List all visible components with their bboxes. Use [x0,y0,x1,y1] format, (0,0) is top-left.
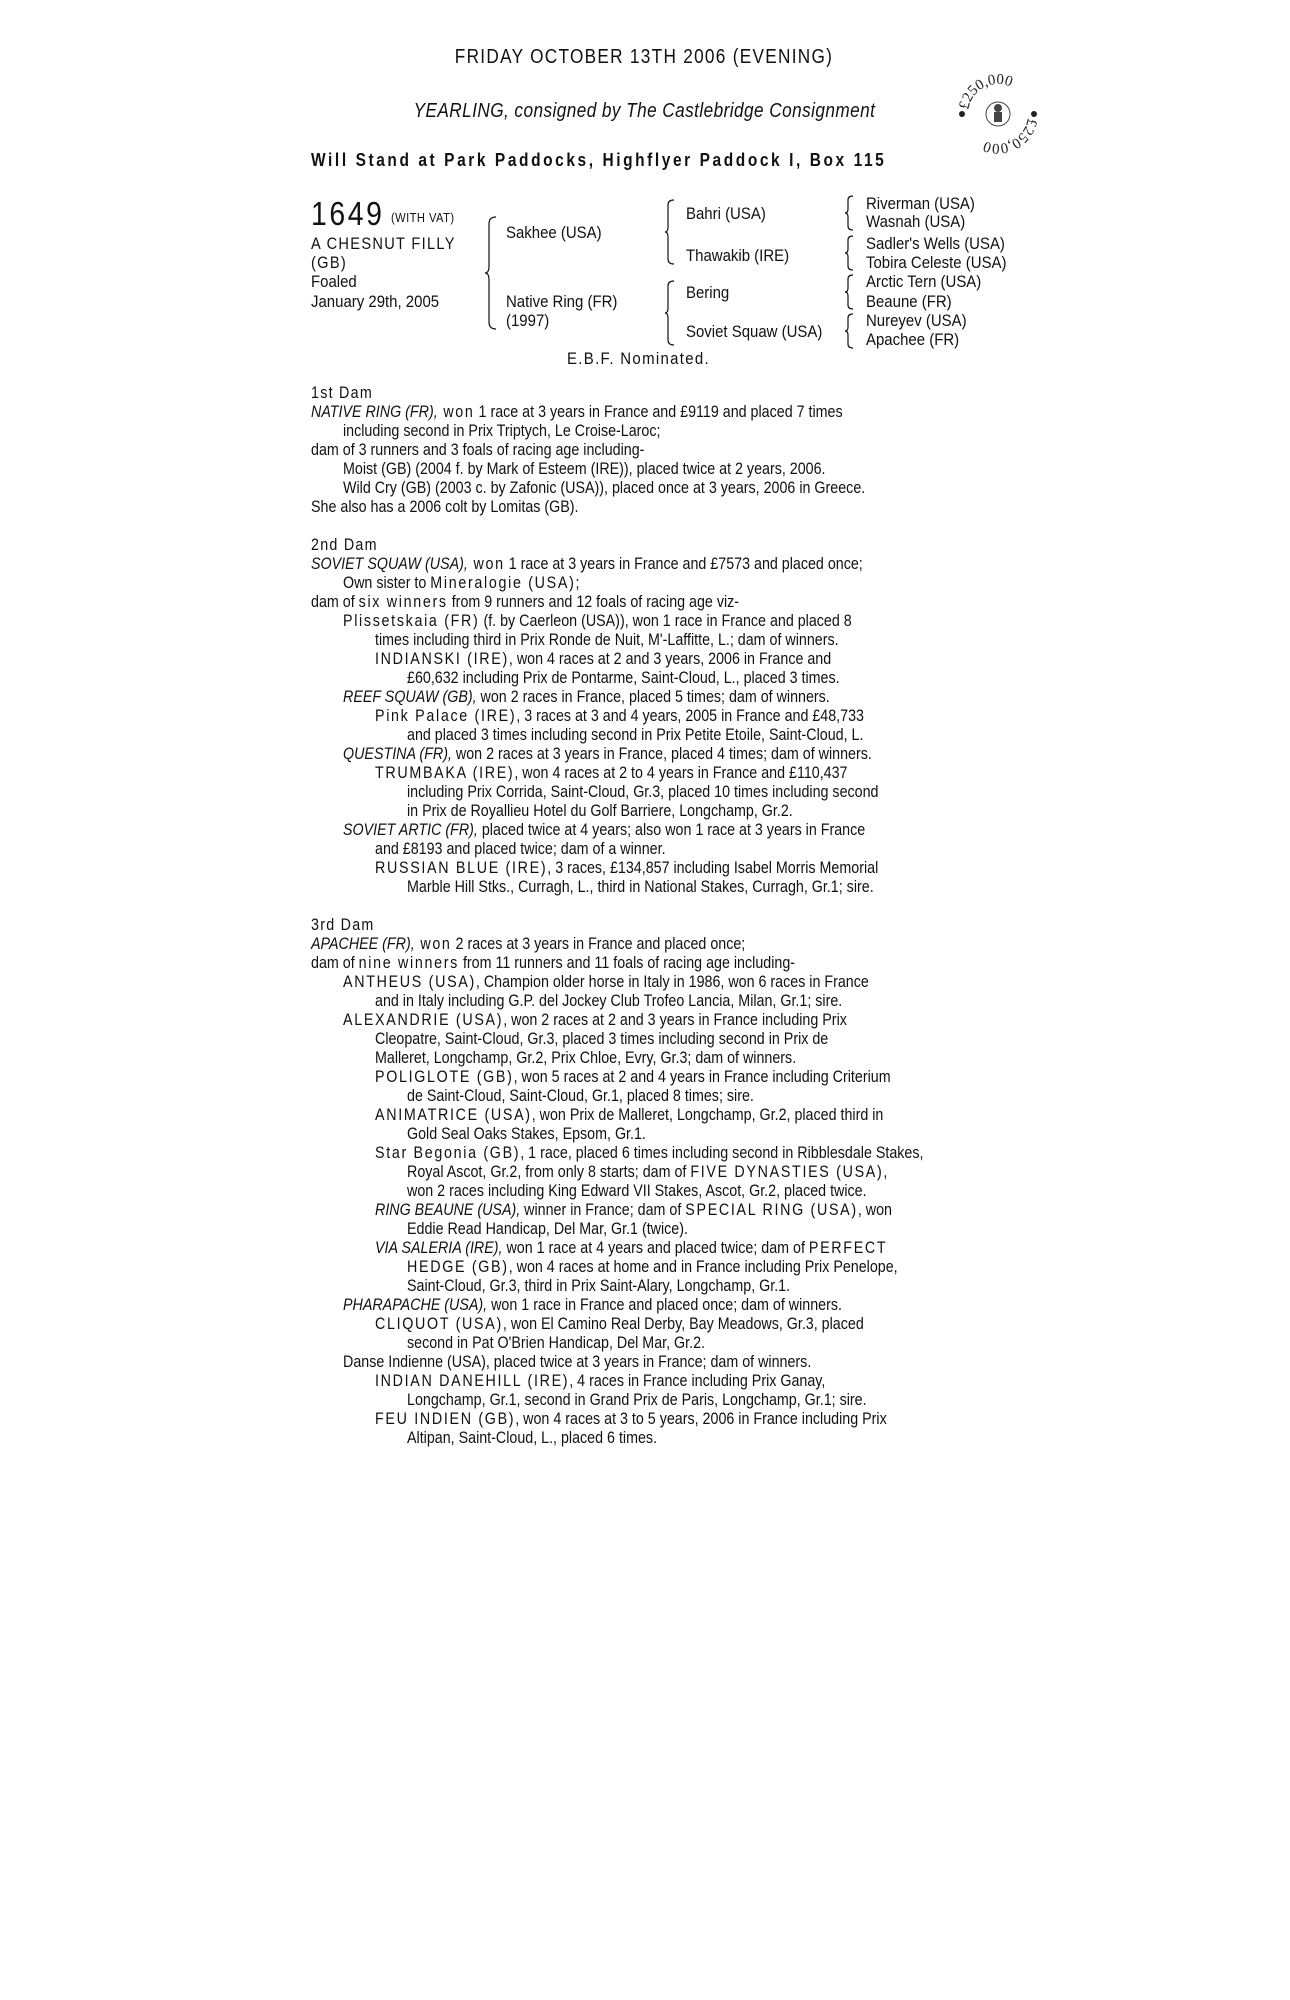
second-dam-line: REEF SQUAW (GB), won 2 races in France, placed 5 times; dam of winners. [343,687,830,706]
third-dam-line: RING BEAUNE (USA), winner in France; dam of SPECIAL RING (USA), won [375,1200,892,1219]
third-dam-line: won 2 races including King Edward VII Stakes, Ascot, Gr.2, placed twice. [407,1181,867,1200]
foaled-label: Foaled [311,272,357,291]
pedigree-g3-4: Tobira Celeste (USA) [866,253,1007,272]
third-dam-line: POLIGLOTE (GB), won 5 races at 2 and 4 years in France including Criterium [375,1067,891,1086]
sire-line-brace [664,199,676,265]
foaled-date: January 29th, 2005 [311,292,440,311]
second-dam-line: SOVIET ARTIC (FR), placed twice at 4 years; also won 1 race at 3 years in France [343,820,866,839]
second-dam-line: in Prix de Royallieu Hotel du Golf Barriere, Longchamp, Gr.2. [407,801,793,820]
pedigree-sire-dam: Thawakib (IRE) [686,246,790,265]
brace-bahri [844,195,854,231]
third-dam-line: second in Pat O'Brien Handicap, Del Mar, Gr.2. [407,1333,706,1352]
third-dam-line: ANIMATRICE (USA), won Prix de Malleret, Longchamp, Gr.2, placed third in [375,1105,884,1124]
second-dam-line: Marble Hill Stks., Curragh, L., third in National Stakes, Curragh, Gr.1; sire. [407,877,874,896]
second-dam-line: including Prix Corrida, Saint-Cloud, Gr.3, placed 10 times including second [407,782,879,801]
first-dam-line: including second in Prix Triptych, Le Croise-Laroc; [343,421,661,440]
second-dam-line: times including third in Prix Ronde de Nuit, M'-Laffitte, L.; dam of winners. [375,630,839,649]
third-dam-line: Cleopatre, Saint-Cloud, Gr.3, placed 3 times including second in Prix de [375,1029,829,1048]
pedigree-g3-5: Arctic Tern (USA) [866,272,982,291]
third-dam-line: ANTHEUS (USA), Champion older horse in Italy in 1986, won 6 races in France [343,972,869,991]
pedigree-g3-1: Riverman (USA) [866,194,975,213]
second-dam-line: Plissetskaia (FR) (f. by Caerleon (USA)), won 1 race in France and placed 8 [343,611,852,630]
pedigree-dam-sire: Bering [686,283,730,302]
ebf-nominated: E.B.F. Nominated. [567,349,711,368]
second-dam-line: QUESTINA (FR), won 2 races at 3 years in France, placed 4 times; dam of winners. [343,744,872,763]
third-dam-line: Star Begonia (GB), 1 race, placed 6 times including second in Ribblesdale Stakes, [375,1143,924,1162]
first-dam-line: NATIVE RING (FR), won 1 race at 3 years in France and £9119 and placed 7 times [311,402,843,421]
third-dam-line: Eddie Read Handicap, Del Mar, Gr.1 (twice). [407,1219,688,1238]
pedigree-g3-8: Apachee (FR) [866,330,960,349]
third-dam-line: CLIQUOT (USA), won El Camino Real Derby, Bay Meadows, Gr.3, placed [375,1314,864,1333]
third-dam-line: de Saint-Cloud, Saint-Cloud, Gr.1, placed 8 times; sire. [407,1086,754,1105]
pedigree-dam: Native Ring (FR) [506,292,618,311]
second-dam-heading: 2nd Dam [311,535,378,554]
third-dam-line: Gold Seal Oaks Stakes, Epsom, Gr.1. [407,1124,646,1143]
third-dam-line: VIA SALERIA (IRE), won 1 race at 4 years and placed twice; dam of PERFECT [375,1238,888,1257]
third-dam-line: Malleret, Longchamp, Gr.2, Prix Chloe, Evry, Gr.3; dam of winners. [375,1048,797,1067]
pedigree-dam-year: (1997) [506,311,550,330]
third-dam-line: HEDGE (GB), won 4 races at home and in France including Prix Penelope, [407,1257,898,1276]
third-dam-line: Longchamp, Gr.1, second in Grand Prix de Paris, Longchamp, Gr.1; sire. [407,1390,867,1409]
pedigree-g3-3: Sadler's Wells (USA) [866,234,1005,253]
svg-text:£250,000: £250,000 [981,116,1040,157]
second-dam-line: Own sister to Mineralogie (USA); [343,573,580,592]
brace-soviet-squaw [844,313,854,349]
stand-location: Will Stand at Park Paddocks, Highflyer Paddock I, Box 115 [311,150,887,170]
third-dam-line: INDIAN DANEHILL (IRE), 4 races in France including Prix Ganay, [375,1371,826,1390]
svg-text:£250,000: £250,000 [956,71,1015,112]
lot-description: A CHESNUT FILLY [311,234,456,253]
third-dam-line: Saint-Cloud, Gr.3, third in Prix Saint-Alary, Longchamp, Gr.1. [407,1276,791,1295]
pedigree-dam-dam: Soviet Squaw (USA) [686,322,823,341]
third-dam-line: APACHEE (FR), won 2 races at 3 years in France and placed once; [311,934,746,953]
first-dam-line: dam of 3 runners and 3 foals of racing age including- [311,440,645,459]
second-dam-line: RUSSIAN BLUE (IRE), 3 races, £134,857 including Isabel Morris Memorial [375,858,879,877]
dam-line-brace [664,280,676,346]
lot-number: 1649 [311,195,385,232]
third-dam-line: Royal Ascot, Gr.2, from only 8 starts; dam of FIVE DYNASTIES (USA), [407,1162,888,1181]
second-dam-line: SOVIET SQUAW (USA), won 1 race at 3 years in France and £7573 and placed once; [311,554,863,573]
second-dam-line: Pink Palace (IRE), 3 races at 3 and 4 years, 2005 in France and £48,733 [375,706,864,725]
second-dam-line: £60,632 including Prix de Pontarme, Saint-Cloud, L., placed 3 times. [407,668,840,687]
third-dam-line: and in Italy including G.P. del Jockey Club Trofeo Lancia, Milan, Gr.1; sire. [375,991,843,1010]
second-dam-line: dam of six winners from 9 runners and 12 foals of racing age viz- [311,592,740,611]
first-dam-line: She also has a 2006 colt by Lomitas (GB). [311,497,579,516]
produce-record [311,383,981,1447]
pedigree-g3-7: Nureyev (USA) [866,311,967,330]
price-stamp [954,70,1042,158]
vat-note: (WITH VAT) [391,210,455,225]
second-dam-line: INDIANSKI (IRE), won 4 races at 2 and 3 years, 2006 in France and [375,649,832,668]
third-dam-line: PHARAPACHE (USA), won 1 race in France and placed once; dam of winners. [343,1295,842,1314]
first-dam-line: Moist (GB) (2004 f. by Mark of Esteem (IRE)), placed twice at 2 years, 2006. [343,459,826,478]
second-dam-line: and £8193 and placed twice; dam of a winner. [375,839,666,858]
third-dam-heading: 3rd Dam [311,915,375,934]
third-dam-line: Altipan, Saint-Cloud, L., placed 6 times. [407,1428,658,1447]
second-dam-line: and placed 3 times including second in Prix Petite Etoile, Saint-Cloud, L. [407,725,864,744]
pedigree-sire-sire: Bahri (USA) [686,204,766,223]
third-dam-line: dam of nine winners from 11 runners and 11 foals of racing age including- [311,953,796,972]
pedigree-g3-6: Beaune (FR) [866,292,952,311]
third-dam-line: Danse Indienne (USA), placed twice at 3 years in France; dam of winners. [343,1352,812,1371]
second-dam-line: TRUMBAKA (IRE), won 4 races at 2 to 4 years in France and £110,437 [375,763,848,782]
third-dam-line: FEU INDIEN (GB), won 4 races at 3 to 5 years, 2006 in France including Prix [375,1409,887,1428]
sale-date-heading: FRIDAY OCTOBER 13TH 2006 (EVENING) [454,46,834,68]
sire-dam-brace [484,216,498,330]
third-dam-line: ALEXANDRIE (USA), won 2 races at 2 and 3 years in France including Prix [343,1010,847,1029]
brace-thawakib [844,235,854,271]
first-dam-heading: 1st Dam [311,383,373,402]
pedigree-sire: Sakhee (USA) [506,223,602,242]
pedigree-g3-2: Wasnah (USA) [866,212,966,231]
consignment-heading: YEARLING, consigned by The Castlebridge Consignment [413,100,875,122]
brace-bering [844,274,854,310]
lot-country: (GB) [311,253,348,272]
first-dam-line: Wild Cry (GB) (2003 c. by Zafonic (USA)), placed once at 3 years, 2006 in Greece. [343,478,866,497]
